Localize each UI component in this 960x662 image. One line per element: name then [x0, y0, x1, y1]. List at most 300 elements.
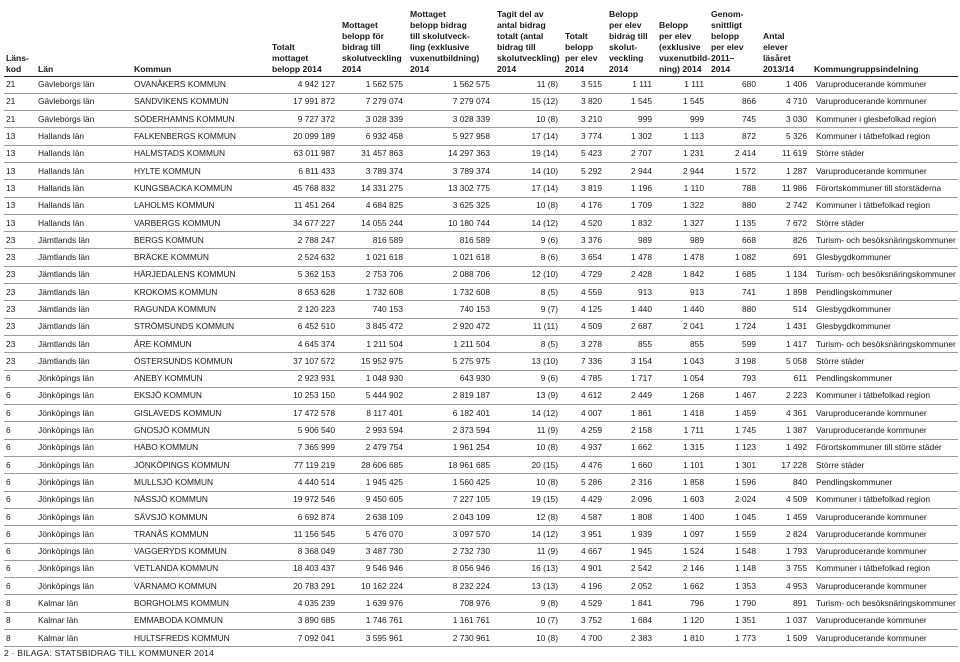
cell-per-elev-exkl-vux: 796 — [657, 595, 709, 612]
cell-kommun: HYLTE KOMMUN — [132, 162, 270, 179]
cell-antal-bidrag: 12 (8) — [495, 508, 563, 525]
cell-genomsnitt-per-elev: 1 045 — [709, 508, 761, 525]
cell-lan: Jämtlands län — [36, 249, 132, 266]
column-header-kommun: Kommun — [132, 2, 270, 76]
cell-antal-bidrag: 10 (7) — [495, 612, 563, 629]
cell-belopp-exkl-vux: 3 097 570 — [408, 526, 495, 543]
cell-belopp-exkl-vux: 3 625 325 — [408, 197, 495, 214]
cell-kommungrupp: Turism- och besöksnäringskommuner — [812, 232, 958, 249]
cell-antal-elever: 1 431 — [761, 318, 812, 335]
table-row — [4, 145, 958, 162]
cell-per-elev-skolutveckling: 2 096 — [607, 491, 657, 508]
cell-genomsnitt-per-elev: 1 353 — [709, 578, 761, 595]
table-row — [4, 301, 958, 318]
cell-genomsnitt-per-elev: 1 135 — [709, 214, 761, 231]
cell-per-elev-skolutveckling: 1 662 — [607, 439, 657, 456]
cell-lanskod: 6 — [4, 370, 36, 387]
table-row — [4, 214, 958, 231]
cell-antal-bidrag: 19 (15) — [495, 491, 563, 508]
cell-kommun: SÖDERHAMNS KOMMUN — [132, 111, 270, 128]
cell-lanskod: 23 — [4, 249, 36, 266]
cell-belopp-skolutveckling: 3 028 339 — [340, 111, 408, 128]
cell-kommungrupp: Turism- och besöksnäringskommuner — [812, 266, 958, 283]
cell-antal-bidrag: 10 (8) — [495, 111, 563, 128]
cell-antal-bidrag: 8 (5) — [495, 284, 563, 301]
cell-genomsnitt-per-elev: 1 467 — [709, 387, 761, 404]
cell-lan: Gävleborgs län — [36, 93, 132, 110]
cell-antal-bidrag: 20 (15) — [495, 457, 563, 474]
cell-totalt-mottaget: 8 653 628 — [270, 284, 340, 301]
cell-per-elev-exkl-vux: 1 603 — [657, 491, 709, 508]
cell-lanskod: 13 — [4, 197, 36, 214]
cell-lanskod: 6 — [4, 508, 36, 525]
cell-kommun: MULLSJÖ KOMMUN — [132, 474, 270, 491]
cell-per-elev-skolutveckling: 999 — [607, 111, 657, 128]
cell-totalt-per-elev: 3 752 — [563, 612, 607, 629]
cell-genomsnitt-per-elev: 880 — [709, 197, 761, 214]
cell-totalt-per-elev: 4 509 — [563, 318, 607, 335]
cell-genomsnitt-per-elev: 1 082 — [709, 249, 761, 266]
cell-belopp-skolutveckling: 1 562 575 — [340, 76, 408, 93]
cell-antal-elever: 840 — [761, 474, 812, 491]
cell-totalt-per-elev: 3 951 — [563, 526, 607, 543]
cell-belopp-skolutveckling: 4 684 825 — [340, 197, 408, 214]
cell-per-elev-exkl-vux: 989 — [657, 232, 709, 249]
cell-belopp-exkl-vux: 1 562 575 — [408, 76, 495, 93]
cell-kommun: ÖSTERSUNDS KOMMUN — [132, 353, 270, 370]
cell-belopp-skolutveckling: 1 746 761 — [340, 612, 408, 629]
cell-kommun: HABO KOMMUN — [132, 439, 270, 456]
table-row — [4, 457, 958, 474]
cell-per-elev-skolutveckling: 1 545 — [607, 93, 657, 110]
cell-totalt-mottaget: 11 156 545 — [270, 526, 340, 543]
cell-lanskod: 6 — [4, 457, 36, 474]
cell-kommungrupp: Förortskommuner till storstäderna — [812, 180, 958, 197]
cell-totalt-mottaget: 2 788 247 — [270, 232, 340, 249]
table-row — [4, 491, 958, 508]
cell-belopp-skolutveckling: 1 945 425 — [340, 474, 408, 491]
column-header-per-elev-exkl-vux: Belopp per elev (exklusive vuxenutbild- ning) 2014 — [657, 2, 709, 76]
table-row — [4, 612, 958, 629]
cell-lan: Hallands län — [36, 180, 132, 197]
cell-per-elev-skolutveckling: 2 052 — [607, 578, 657, 595]
cell-per-elev-exkl-vux: 1 858 — [657, 474, 709, 491]
cell-per-elev-exkl-vux: 1 327 — [657, 214, 709, 231]
cell-antal-bidrag: 15 (12) — [495, 93, 563, 110]
cell-per-elev-exkl-vux: 1 054 — [657, 370, 709, 387]
table-row — [4, 335, 958, 352]
cell-belopp-skolutveckling: 9 546 946 — [340, 560, 408, 577]
cell-kommun: BORGHOLMS KOMMUN — [132, 595, 270, 612]
cell-totalt-mottaget: 5 362 153 — [270, 266, 340, 283]
cell-totalt-per-elev: 4 729 — [563, 266, 607, 283]
cell-kommungrupp: Kommuner i tätbefolkad region — [812, 197, 958, 214]
cell-per-elev-skolutveckling: 1 808 — [607, 508, 657, 525]
cell-belopp-exkl-vux: 1 021 618 — [408, 249, 495, 266]
cell-antal-elever: 4 953 — [761, 578, 812, 595]
cell-per-elev-exkl-vux: 1 043 — [657, 353, 709, 370]
cell-kommungrupp: Glesbygdkommuner — [812, 249, 958, 266]
table-row — [4, 630, 958, 647]
cell-lanskod: 23 — [4, 266, 36, 283]
cell-totalt-per-elev: 4 612 — [563, 387, 607, 404]
cell-totalt-per-elev: 4 529 — [563, 595, 607, 612]
cell-totalt-per-elev: 4 785 — [563, 370, 607, 387]
column-header-antal-elever: Antal elever läsåret 2013/14 — [761, 2, 812, 76]
cell-kommungrupp: Kommuner i tätbefolkad region — [812, 128, 958, 145]
cell-belopp-exkl-vux: 2 088 706 — [408, 266, 495, 283]
cell-per-elev-exkl-vux: 855 — [657, 335, 709, 352]
cell-kommungrupp: Större städer — [812, 457, 958, 474]
column-header-kommungrupp: Kommungruppsindelning — [812, 2, 958, 76]
cell-lan: Hallands län — [36, 128, 132, 145]
cell-kommungrupp: Förortskommuner till större städer — [812, 439, 958, 456]
table-row — [4, 370, 958, 387]
cell-belopp-skolutveckling: 3 487 730 — [340, 543, 408, 560]
cell-per-elev-exkl-vux: 1 097 — [657, 526, 709, 543]
cell-kommun: HALMSTADS KOMMUN — [132, 145, 270, 162]
cell-genomsnitt-per-elev: 880 — [709, 301, 761, 318]
cell-antal-bidrag: 11 (8) — [495, 76, 563, 93]
cell-per-elev-exkl-vux: 1 711 — [657, 422, 709, 439]
cell-kommungrupp: Pendlingskommuner — [812, 284, 958, 301]
cell-antal-elever: 1 387 — [761, 422, 812, 439]
cell-belopp-exkl-vux: 5 927 958 — [408, 128, 495, 145]
cell-antal-elever: 691 — [761, 249, 812, 266]
column-header-totalt-per-elev: Totalt belopp per elev 2014 — [563, 2, 607, 76]
cell-lanskod: 23 — [4, 318, 36, 335]
cell-antal-elever: 4 361 — [761, 405, 812, 422]
cell-belopp-exkl-vux: 1 211 504 — [408, 335, 495, 352]
cell-antal-elever: 17 228 — [761, 457, 812, 474]
cell-per-elev-exkl-vux: 1 113 — [657, 128, 709, 145]
cell-kommungrupp: Pendlingskommuner — [812, 474, 958, 491]
cell-lanskod: 21 — [4, 111, 36, 128]
cell-kommun: HÄRJEDALENS KOMMUN — [132, 266, 270, 283]
cell-belopp-exkl-vux: 2 920 472 — [408, 318, 495, 335]
cell-lanskod: 8 — [4, 612, 36, 629]
cell-totalt-per-elev: 4 125 — [563, 301, 607, 318]
cell-per-elev-skolutveckling: 1 832 — [607, 214, 657, 231]
cell-belopp-exkl-vux: 3 028 339 — [408, 111, 495, 128]
cell-per-elev-exkl-vux: 1 111 — [657, 76, 709, 93]
cell-belopp-skolutveckling: 2 993 594 — [340, 422, 408, 439]
cell-lanskod: 13 — [4, 214, 36, 231]
table-row — [4, 508, 958, 525]
cell-totalt-per-elev: 4 007 — [563, 405, 607, 422]
cell-per-elev-skolutveckling: 989 — [607, 232, 657, 249]
cell-belopp-exkl-vux: 2 043 109 — [408, 508, 495, 525]
cell-genomsnitt-per-elev: 1 351 — [709, 612, 761, 629]
column-header-genomsnitt-per-elev: Genom- snittligt belopp per elev 2011– 2014 — [709, 2, 761, 76]
cell-kommungrupp: Varuproducerande kommuner — [812, 162, 958, 179]
cell-lanskod: 13 — [4, 128, 36, 145]
cell-antal-bidrag: 16 (13) — [495, 560, 563, 577]
cell-belopp-skolutveckling: 2 479 754 — [340, 439, 408, 456]
cell-lan: Jönköpings län — [36, 457, 132, 474]
cell-antal-elever: 4 710 — [761, 93, 812, 110]
cell-lan: Kalmar län — [36, 612, 132, 629]
cell-antal-bidrag: 13 (10) — [495, 353, 563, 370]
cell-antal-elever: 2 824 — [761, 526, 812, 543]
cell-genomsnitt-per-elev: 1 148 — [709, 560, 761, 577]
cell-antal-elever: 4 509 — [761, 491, 812, 508]
cell-kommungrupp: Varuproducerande kommuner — [812, 526, 958, 543]
cell-lan: Gävleborgs län — [36, 76, 132, 93]
cell-belopp-skolutveckling: 31 457 863 — [340, 145, 408, 162]
cell-kommun: STRÖMSUNDS KOMMUN — [132, 318, 270, 335]
cell-belopp-exkl-vux: 7 279 074 — [408, 93, 495, 110]
cell-genomsnitt-per-elev: 2 414 — [709, 145, 761, 162]
cell-lanskod: 6 — [4, 387, 36, 404]
cell-genomsnitt-per-elev: 745 — [709, 111, 761, 128]
cell-antal-elever: 11 986 — [761, 180, 812, 197]
cell-kommun: HULTSFREDS KOMMUN — [132, 630, 270, 647]
cell-kommungrupp: Varuproducerande kommuner — [812, 578, 958, 595]
cell-belopp-skolutveckling: 3 789 374 — [340, 162, 408, 179]
cell-kommun: GISLAVEDS KOMMUN — [132, 405, 270, 422]
cell-lanskod: 21 — [4, 93, 36, 110]
cell-lan: Jämtlands län — [36, 353, 132, 370]
cell-belopp-exkl-vux: 18 961 685 — [408, 457, 495, 474]
cell-totalt-per-elev: 7 336 — [563, 353, 607, 370]
cell-genomsnitt-per-elev: 741 — [709, 284, 761, 301]
cell-lanskod: 8 — [4, 630, 36, 647]
cell-per-elev-exkl-vux: 1 662 — [657, 578, 709, 595]
cell-lanskod: 23 — [4, 284, 36, 301]
cell-lan: Jämtlands län — [36, 232, 132, 249]
cell-antal-bidrag: 9 (6) — [495, 370, 563, 387]
cell-kommun: EKSJÖ KOMMUN — [132, 387, 270, 404]
cell-belopp-exkl-vux: 1 961 254 — [408, 439, 495, 456]
cell-lan: Jönköpings län — [36, 405, 132, 422]
cell-belopp-exkl-vux: 1 560 425 — [408, 474, 495, 491]
cell-per-elev-skolutveckling: 1 939 — [607, 526, 657, 543]
cell-antal-elever: 826 — [761, 232, 812, 249]
cell-per-elev-skolutveckling: 1 440 — [607, 301, 657, 318]
cell-lanskod: 6 — [4, 543, 36, 560]
cell-totalt-per-elev: 3 774 — [563, 128, 607, 145]
cell-belopp-exkl-vux: 1 161 761 — [408, 612, 495, 629]
cell-lan: Jämtlands län — [36, 284, 132, 301]
cell-lanskod: 6 — [4, 474, 36, 491]
cell-per-elev-skolutveckling: 3 154 — [607, 353, 657, 370]
table-row — [4, 422, 958, 439]
cell-per-elev-exkl-vux: 1 101 — [657, 457, 709, 474]
cell-kommungrupp: Turism- och besöksnäringskommuner — [812, 335, 958, 352]
cell-per-elev-skolutveckling: 1 709 — [607, 197, 657, 214]
cell-kommungrupp: Varuproducerande kommuner — [812, 405, 958, 422]
cell-belopp-skolutveckling: 5 444 902 — [340, 387, 408, 404]
column-header-totalt-mottaget: Totalt mottaget belopp 2014 — [270, 2, 340, 76]
cell-totalt-per-elev: 3 820 — [563, 93, 607, 110]
cell-antal-elever: 1 037 — [761, 612, 812, 629]
cell-totalt-mottaget: 4 645 374 — [270, 335, 340, 352]
cell-totalt-mottaget: 63 011 987 — [270, 145, 340, 162]
cell-totalt-mottaget: 4 440 514 — [270, 474, 340, 491]
table-row — [4, 560, 958, 577]
table-row — [4, 405, 958, 422]
cell-totalt-per-elev: 4 700 — [563, 630, 607, 647]
cell-belopp-skolutveckling: 1 639 976 — [340, 595, 408, 612]
cell-totalt-mottaget: 6 692 874 — [270, 508, 340, 525]
cell-totalt-mottaget: 10 253 150 — [270, 387, 340, 404]
cell-totalt-per-elev: 4 259 — [563, 422, 607, 439]
cell-antal-elever: 611 — [761, 370, 812, 387]
cell-belopp-exkl-vux: 14 297 363 — [408, 145, 495, 162]
cell-totalt-mottaget: 20 099 189 — [270, 128, 340, 145]
cell-kommun: NÄSSJÖ KOMMUN — [132, 491, 270, 508]
cell-kommun: VARBERGS KOMMUN — [132, 214, 270, 231]
cell-totalt-per-elev: 4 176 — [563, 197, 607, 214]
table-header-row — [4, 2, 958, 76]
table-row — [4, 162, 958, 179]
cell-antal-elever: 2 742 — [761, 197, 812, 214]
cell-belopp-exkl-vux: 8 056 946 — [408, 560, 495, 577]
cell-per-elev-skolutveckling: 2 707 — [607, 145, 657, 162]
cell-per-elev-exkl-vux: 1 524 — [657, 543, 709, 560]
cell-antal-bidrag: 13 (13) — [495, 578, 563, 595]
table-body — [4, 76, 958, 647]
table-row — [4, 387, 958, 404]
cell-per-elev-exkl-vux: 1 231 — [657, 145, 709, 162]
cell-kommungrupp: Varuproducerande kommuner — [812, 543, 958, 560]
cell-belopp-skolutveckling: 7 279 074 — [340, 93, 408, 110]
cell-belopp-exkl-vux: 740 153 — [408, 301, 495, 318]
cell-totalt-per-elev: 5 423 — [563, 145, 607, 162]
cell-belopp-skolutveckling: 10 162 224 — [340, 578, 408, 595]
cell-kommungrupp: Glesbygdkommuner — [812, 301, 958, 318]
column-header-lanskod: Läns- kod — [4, 2, 36, 76]
cell-kommun: GNOSJÖ KOMMUN — [132, 422, 270, 439]
cell-totalt-mottaget: 7 092 041 — [270, 630, 340, 647]
cell-lan: Jönköpings län — [36, 543, 132, 560]
cell-lanskod: 8 — [4, 595, 36, 612]
cell-totalt-per-elev: 3 376 — [563, 232, 607, 249]
cell-totalt-per-elev: 4 520 — [563, 214, 607, 231]
cell-belopp-skolutveckling: 3 595 961 — [340, 630, 408, 647]
cell-antal-elever: 891 — [761, 595, 812, 612]
cell-lan: Gävleborgs län — [36, 111, 132, 128]
cell-antal-elever: 2 223 — [761, 387, 812, 404]
cell-totalt-mottaget: 19 972 546 — [270, 491, 340, 508]
cell-lan: Hallands län — [36, 214, 132, 231]
cell-per-elev-skolutveckling: 1 841 — [607, 595, 657, 612]
cell-totalt-mottaget: 77 119 219 — [270, 457, 340, 474]
cell-totalt-mottaget: 37 107 572 — [270, 353, 340, 370]
cell-lanskod: 23 — [4, 232, 36, 249]
cell-belopp-skolutveckling: 1 048 930 — [340, 370, 408, 387]
cell-genomsnitt-per-elev: 1 123 — [709, 439, 761, 456]
cell-kommungrupp: Varuproducerande kommuner — [812, 630, 958, 647]
cell-belopp-skolutveckling: 9 450 605 — [340, 491, 408, 508]
cell-belopp-exkl-vux: 2 819 187 — [408, 387, 495, 404]
table-row — [4, 526, 958, 543]
cell-kommungrupp: Större städer — [812, 145, 958, 162]
cell-antal-bidrag: 9 (7) — [495, 301, 563, 318]
cell-lan: Jönköpings län — [36, 439, 132, 456]
page-footer: 2 · BILAGA: STATSBIDRAG TILL KOMMUNER 2014 — [4, 648, 215, 658]
cell-lan: Jönköpings län — [36, 526, 132, 543]
cell-antal-elever: 1 417 — [761, 335, 812, 352]
table-row — [4, 474, 958, 491]
cell-belopp-skolutveckling: 1 021 618 — [340, 249, 408, 266]
cell-kommun: SANDVIKENS KOMMUN — [132, 93, 270, 110]
cell-lanskod: 13 — [4, 180, 36, 197]
cell-lanskod: 6 — [4, 422, 36, 439]
cell-belopp-exkl-vux: 5 275 975 — [408, 353, 495, 370]
cell-belopp-skolutveckling: 816 589 — [340, 232, 408, 249]
cell-kommun: KROKOMS KOMMUN — [132, 284, 270, 301]
cell-genomsnitt-per-elev: 680 — [709, 76, 761, 93]
column-header-belopp-skolutveckling: Mottaget belopp för bidrag till skolutveckling 2014 — [340, 2, 408, 76]
table-row — [4, 111, 958, 128]
cell-lan: Jönköpings län — [36, 387, 132, 404]
cell-kommun: SÄVSJÖ KOMMUN — [132, 508, 270, 525]
cell-kommungrupp: Glesbygdkommuner — [812, 318, 958, 335]
cell-belopp-skolutveckling: 6 932 458 — [340, 128, 408, 145]
cell-per-elev-skolutveckling: 913 — [607, 284, 657, 301]
cell-per-elev-skolutveckling: 2 383 — [607, 630, 657, 647]
cell-per-elev-exkl-vux: 2 146 — [657, 560, 709, 577]
cell-genomsnitt-per-elev: 1 596 — [709, 474, 761, 491]
cell-lan: Hallands län — [36, 162, 132, 179]
cell-belopp-skolutveckling: 2 638 109 — [340, 508, 408, 525]
cell-antal-bidrag: 8 (6) — [495, 249, 563, 266]
cell-kommungrupp: Turism- och besöksnäringskommuner — [812, 595, 958, 612]
cell-belopp-exkl-vux: 13 302 775 — [408, 180, 495, 197]
cell-antal-elever: 1 134 — [761, 266, 812, 283]
cell-lanskod: 6 — [4, 491, 36, 508]
cell-antal-bidrag: 11 (9) — [495, 543, 563, 560]
cell-totalt-mottaget: 2 923 931 — [270, 370, 340, 387]
cell-per-elev-skolutveckling: 2 428 — [607, 266, 657, 283]
cell-per-elev-skolutveckling: 1 478 — [607, 249, 657, 266]
cell-lan: Jönköpings län — [36, 578, 132, 595]
cell-lanskod: 23 — [4, 335, 36, 352]
cell-belopp-skolutveckling: 14 055 244 — [340, 214, 408, 231]
cell-totalt-per-elev: 4 196 — [563, 578, 607, 595]
cell-lan: Jämtlands län — [36, 335, 132, 352]
cell-totalt-per-elev: 4 587 — [563, 508, 607, 525]
cell-totalt-mottaget: 6 452 510 — [270, 318, 340, 335]
cell-per-elev-skolutveckling: 2 158 — [607, 422, 657, 439]
cell-totalt-mottaget: 9 727 372 — [270, 111, 340, 128]
cell-belopp-exkl-vux: 708 976 — [408, 595, 495, 612]
cell-lan: Jämtlands län — [36, 301, 132, 318]
cell-totalt-mottaget: 17 472 578 — [270, 405, 340, 422]
cell-belopp-skolutveckling: 1 732 608 — [340, 284, 408, 301]
cell-totalt-per-elev: 4 667 — [563, 543, 607, 560]
cell-belopp-exkl-vux: 2 732 730 — [408, 543, 495, 560]
table-row — [4, 197, 958, 214]
cell-genomsnitt-per-elev: 668 — [709, 232, 761, 249]
cell-per-elev-exkl-vux: 1 440 — [657, 301, 709, 318]
cell-totalt-mottaget: 20 783 291 — [270, 578, 340, 595]
cell-lanskod: 23 — [4, 301, 36, 318]
cell-per-elev-skolutveckling: 1 196 — [607, 180, 657, 197]
cell-per-elev-skolutveckling: 2 316 — [607, 474, 657, 491]
cell-kommungrupp: Varuproducerande kommuner — [812, 508, 958, 525]
cell-genomsnitt-per-elev: 3 198 — [709, 353, 761, 370]
cell-totalt-per-elev: 4 476 — [563, 457, 607, 474]
cell-antal-elever: 1 406 — [761, 76, 812, 93]
cell-antal-bidrag: 13 (9) — [495, 387, 563, 404]
cell-lan: Jönköpings län — [36, 474, 132, 491]
cell-totalt-per-elev: 4 901 — [563, 560, 607, 577]
cell-lanskod: 13 — [4, 162, 36, 179]
cell-kommun: EMMABODA KOMMUN — [132, 612, 270, 629]
